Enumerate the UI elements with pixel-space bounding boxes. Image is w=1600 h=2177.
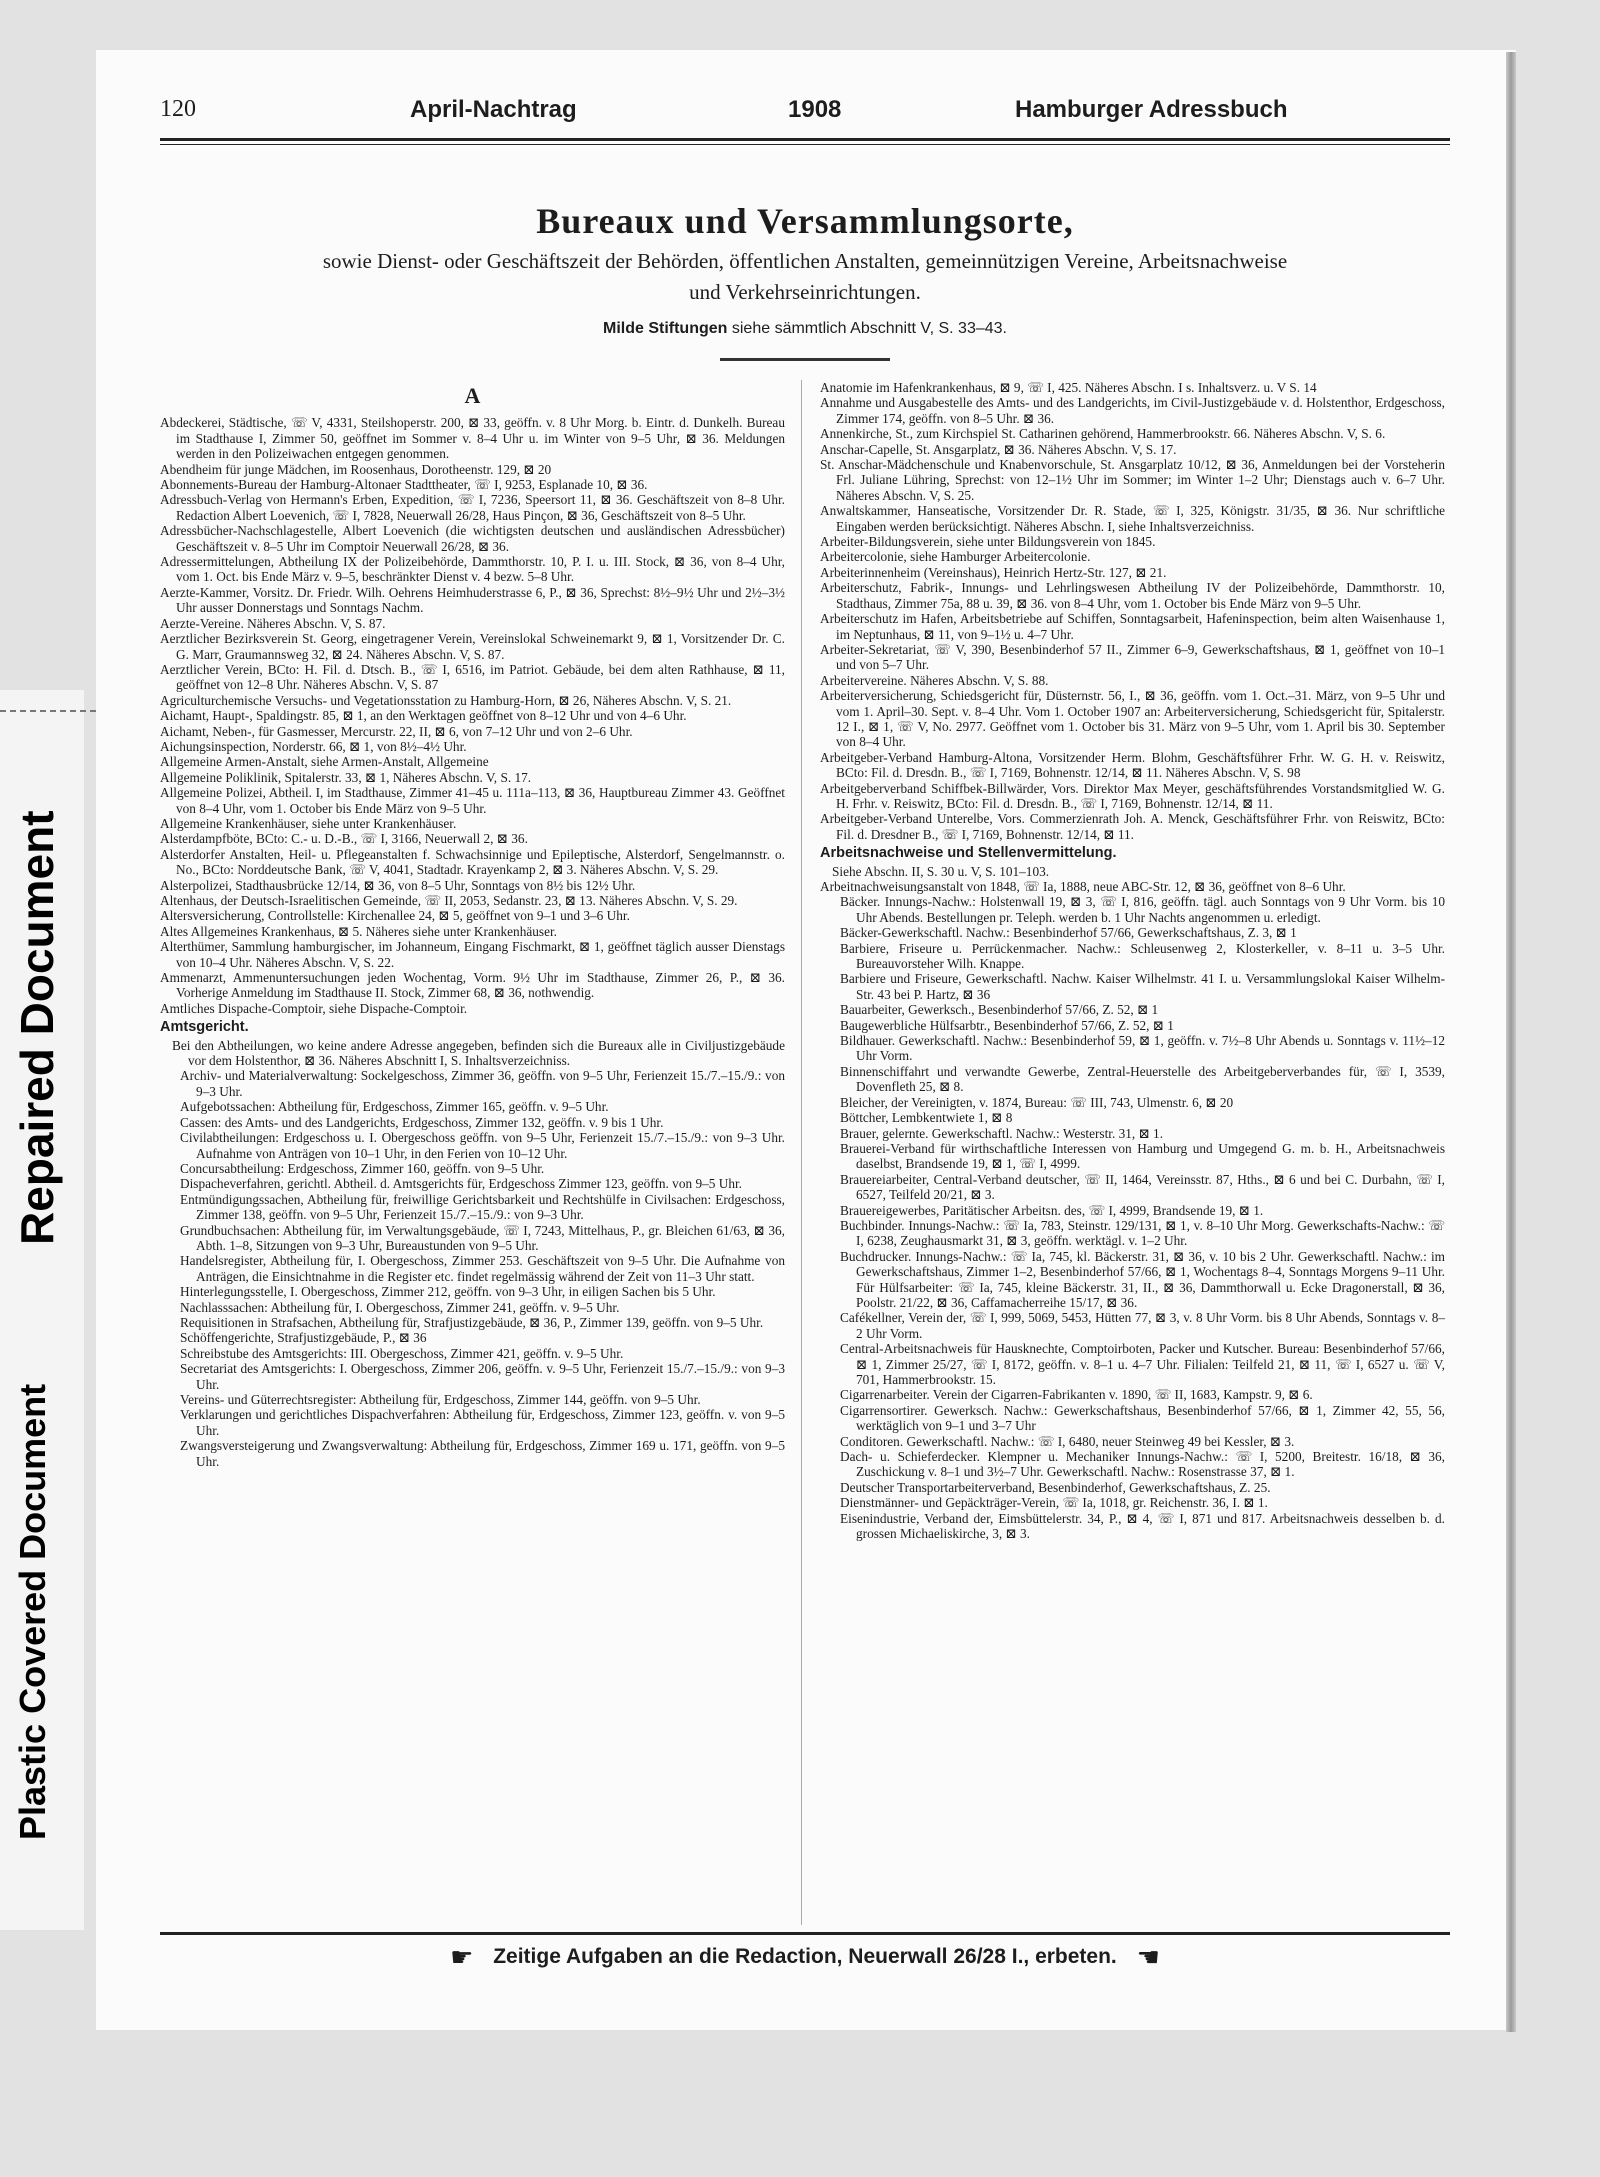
directory-entry: Abdeckerei, Städtische, ☏ V, 4331, Steilshoperstr. 200, ⊠ 33, geöffn. v. 8 Uhr Morg. b. Eintr. d. Dunkelh. Bureau im Stadthause I, Zimmer 50, geöffnet im Sommer v. 8–4 Uhr u. im Winter von 9–5 Uhr, ⊠ 36. Meldungen werden in den Polizeiwachen entgegen genommen. xyxy=(160,415,785,462)
amtsgericht-intro: Bei den Abtheilungen, wo keine andere Adresse angegeben, befinden sich die Bureaux alle in Civiljustizgebäude vor dem Holstenthor, ⊠ 36. Näheres Abschnitt I, S. Inhaltsverzeichniss. xyxy=(172,1037,785,1069)
arbeitsnachweis-entry: Brauer, gelernte. Gewerkschaftl. Nachw.: Westerstr. 31, ⊠ 1. xyxy=(840,1125,1164,1141)
directory-entry: Aerzte-Kammer, Vorsitz. Dr. Friedr. Wilh. Oehrens Heimhuderstrasse 6, P., ⊠ 36, Sprechst: 8½–9½ Uhr und 2½–3½ Uhr ausser Donnerstags und Sonntags Nachm. xyxy=(160,584,785,616)
amtsgericht-entry: Civilabtheilungen: Erdgeschoss u. I. Obergeschoss geöffn. von 9–5 Uhr, Ferienzeit 15./7.–15./9.: von 9–3 Uhr. Aufnahme von Anträgen von 10–1 Uhr, in den Ferien von 10–12 Uhr. xyxy=(180,1130,785,1161)
directory-entry: Alsterdampfböte, BCto: C.- u. D.-B., ☏ I, 3166, Neuerwall 2, ⊠ 36. xyxy=(160,831,528,847)
arbeitsnachweis-entry: Bleicher, der Vereinigten, v. 1874, Bureau: ☏ III, 743, Ulmenstr. 6, ⊠ 20 xyxy=(840,1094,1234,1110)
amtsgericht-entry: Verklarungen und gerichtliches Dispachverfahren: Abtheilung für, Erdgeschoss, Zimmer 123, geöffn. v. von 9–5 Uhr. xyxy=(180,1407,785,1438)
directory-entry: Arbeiter-Bildungsverein, siehe unter Bildungsverein von 1845. xyxy=(820,534,1156,550)
directory-entry: Alsterpolizei, Stadthausbrücke 12/14, ⊠ 36, von 8–5 Uhr, Sonntags von 8½ bis 12½ Uhr. xyxy=(160,877,636,893)
stiftungen-bold: Milde Stiftungen xyxy=(602,320,728,337)
directory-entry: Allgemeine Armen-Anstalt, siehe Armen-Anstalt, Allgemeine xyxy=(160,754,489,770)
stiftungen-note xyxy=(160,320,1450,338)
title-rule xyxy=(720,358,890,361)
pointing-hand-left-icon: ☛ xyxy=(450,1942,474,1972)
header-rule xyxy=(160,138,1450,145)
amtsgericht-entry: Nachlasssachen: Abtheilung für, I. Obergeschoss, Zimmer 241, geöffn. v. 9–5 Uhr. xyxy=(180,1299,620,1315)
directory-entry: Arbeitgeber-Verband Unterelbe, Vors. Commerzienrath Joh. A. Menck, Geschäftsführer Frhr. von Reiswitz, BCto: Fil. d. Dresdner B., ☏ I, 7169, Bohnenstr. 12/14, ⊠ 11. xyxy=(820,811,1445,842)
directory-entry: Arbeitgeberverband Schiffbek-Billwärder, Vors. Direktor Max Meyer, geschäftsführendes Vorstandsmitglied W. G. H. Frhr. v. Reiswitz, BCto: Fil. d. Dresdn. B., ☏ I, 7169, Bohnenstr. 12/14, ⊠ 11. xyxy=(820,780,1445,811)
arbeitsnachweise-lead: Arbeitnachweisungsanstalt von 1848, ☏ Ia, 1888, neue ABC-Str. 12, ⊠ 36, geöffnet von 8–6 Uhr. xyxy=(820,879,1346,894)
directory-entry: Ammenarzt, Ammenuntersuchungen jeden Wochentag, Vorm. 9½ Uhr im Stadthause, Zimmer 26, P., ⊠ 36. Vorherige Anmeldung im Stadthause II. Stock, Zimmer 68, ⊠ 36, nothwendig. xyxy=(160,970,785,1001)
amtsgericht-entry: Concursabtheilung: Erdgeschoss, Zimmer 160, geöffn. von 9–5 Uhr. xyxy=(180,1160,545,1176)
amtsgericht-entry: Zwangsversteigerung und Zwangsverwaltung: Abtheilung für, Erdgeschoss, Zimmer 169 u. 171, geöffn. von 9–5 Uhr. xyxy=(180,1438,785,1469)
amtsgericht-entry: Entmündigungssachen, Abtheilung für, freiwillige Gerichtsbarkeit und Rechtshülfe in Civilsachen: Erdgeschoss, Zimmer 138, geöffn. von 9–5 Uhr, Ferienzeit 15./7.–15./9.: von 9–3 Uhr. xyxy=(180,1191,785,1223)
directory-entry: Adressbücher-Nachschlagestelle, Albert Loevenich (die wichtigsten deutschen und ausländischen Adressbücher) Geschäftszeit v. 8–5 Uhr im Comptoir Neuerwall 26/28, ⊠ 36. xyxy=(160,523,785,554)
amtsgericht-entry: Archiv- und Materialverwaltung: Sockelgeschoss, Zimmer 36, geöffn. von 9–5 Uhr, Ferienzeit 15./7.–15./9.: von 9–3 Uhr. xyxy=(180,1068,785,1099)
arbeitsnachweis-entry: Bauarbeiter, Gewerksch., Besenbinderhof 57/66, Z. 52, ⊠ 1 xyxy=(840,1002,1159,1018)
amtsgericht-heading: Amtsgericht. xyxy=(160,1019,249,1036)
directory-entry: Allgemeine Polizei, Abtheil. I, im Stadthause, Zimmer 41–45 u. 111a–113, ⊠ 36, Hauptbureau Zimmer 43. Geöffnet von 8–4 Uhr, vom 1. October bis Ende März von 9–5 Uhr. xyxy=(160,785,785,816)
directory-entry: Allgemeine Krankenhäuser, siehe unter Krankenhäuser. xyxy=(160,815,457,831)
directory-entry: Arbeiterinnenheim (Vereinshaus), Heinrich Hertz-Str. 127, ⊠ 21. xyxy=(820,564,1167,580)
directory-entry: Altenhaus, der Deutsch-Israelitischen Gemeinde, ☏ II, 2053, Sedanstr. 23, ⊠ 13. Näheres Abschn. V, S. 29. xyxy=(160,893,738,908)
amtsgericht-entry: Hinterlegungsstelle, I. Obergeschoss, Zimmer 212, geöffn. von 9–3 Uhr, in eiligen Sachen bis 5 Uhr. xyxy=(180,1284,716,1300)
footer-rule xyxy=(160,1932,1450,1935)
arbeitsnachweis-entry: Bäcker. Innungs-Nachw.: Holstenwall 19, ⊠ 3, ☏ I, 816, geöffn. tägl. auch Sonntags von 9 Uhr Vorm. bis 10 Uhr Abends. Bestellungen pr. Teleph. werden b. 1 Uhr Nachts angenommen u. erledigt. xyxy=(840,894,1445,925)
directory-entry: Altes Allgemeines Krankenhaus, ⊠ 5. Näheres siehe unter Krankenhäuser. xyxy=(160,923,557,939)
right-entry-list xyxy=(820,380,1445,842)
directory-entry: St. Anschar-Mädchenschule und Knabenvorschule, St. Ansgarplatz 10/12, ⊠ 36, Anmeldungen bei der Vorsteherin Frl. Juliane Lühring, Sprechst: von 12–1½ Uhr im Sommer; im Winter 1–2 Uhr; Dienstags auch v. 6–7 Uhr. Näheres Abschn. V, S. 25. xyxy=(820,457,1445,503)
directory-entry: Abonnements-Bureau der Hamburg-Altonaer Stadttheater, ☏ I, 9253, Esplanade 10, ⊠ 36. xyxy=(160,477,648,493)
column-divider xyxy=(801,380,802,1925)
directory-entry: Arbeiter-Sekretariat, ☏ V, 390, Besenbinderhof 57 II., Zimmer 6–9, Gewerkschaftshaus, ⊠ 1, geöffnet von 10–1 und von 5–7 Uhr. xyxy=(820,641,1445,673)
directory-entry: Anschar-Capelle, St. Ansgarplatz, ⊠ 36. Näheres Abschn. V, S. 17. xyxy=(820,441,1177,457)
arbeitsnachweis-entry: Brauereigewerbes, Paritätischer Arbeitsn. des, ☏ I, 4999, Brandsende 19, ⊠ 1. xyxy=(840,1202,1264,1218)
page-title: Bureaux und Versammlungsorte, xyxy=(536,201,1074,241)
running-header xyxy=(160,96,1450,128)
directory-entry: Arbeiterschutz im Hafen, Arbeitsbetriebe auf Schiffen, Sonntagsarbeit, Hafeninspection, beim alten Waisenhause 1, im Neptunhaus, ⊠ 11, von 9–1½ u. 4–7 Uhr. xyxy=(820,611,1445,642)
amtsgericht-entry: Dispacheverfahren, gerichtl. Abtheil. d. Amtsgerichts für, Erdgeschoss Zimmer 123, geöffn. von 9–5 Uhr. xyxy=(180,1176,742,1192)
directory-entry: Arbeiterversicherung, Schiedsgericht für, Düsternstr. 56, I., ⊠ 36, geöffn. vom 1. Oct.–31. März, von 9–5 Uhr und vom 1. April–30. Sept. v. 8–4 Uhr. Vom 1. October 1907 an: Arbeiterversicherung, Schiedsgericht für, Spitalerstr. 12 I., ⊠ 1, ☏ V, No. 2977. Geöffnet vom 1. October bis 31. März von 9–5 Uhr, vom 1. April bis 30. September von 8–4 Uhr. xyxy=(820,688,1445,750)
subtitle-line-2: und Verkehrseinrichtungen. xyxy=(689,280,921,304)
amtsgericht-entry: Vereins- und Güterrechtsregister: Abtheilung für, Erdgeschoss, Zimmer 144, geöffn. von 9–5 Uhr. xyxy=(180,1392,701,1407)
subtitle-line-1: sowie Dienst- oder Geschäftszeit der Behörden, öffentlichen Anstalten, gemeinnützigen Vereine, Arbeitsnachweise xyxy=(322,249,1288,273)
arbeitsnachweis-entry: Brauerei-Verband für wirthschaftliche Interessen von Hamburg und Umgegend G. m. b. H., Arbeitsnachweis daselbst, Brandsende 19, ⊠ 1, ☏ I, 4999. xyxy=(840,1140,1445,1172)
arbeitsnachweis-entry: Barbiere und Friseure, Gewerkschaftl. Nachw. Kaiser Wilhelmstr. 41 I. u. Versammlungslokal Kaiser Wilhelm-Str. 43 bei P. Hartz, ⊠ 36 xyxy=(840,971,1445,1002)
amtsgericht-entry: Schöffengerichte, Strafjustizgebäude, P., ⊠ 36 xyxy=(180,1330,427,1346)
amtsgericht-entry: Grundbuchsachen: Abtheilung für, im Verwaltungsgebäude, ☏ I, 7243, Mittelhaus, P., gr. Bleichen 61/63, ⊠ 36, Abth. 1–8, Sitzungen von 9–3 Uhr, Bureaustunden von 9–5 Uhr. xyxy=(180,1222,785,1253)
directory-entry: Arbeitervereine. Näheres Abschn. V, S. 88. xyxy=(820,672,1049,688)
right-column xyxy=(820,380,1445,1541)
header-month: April-Nachtrag xyxy=(410,96,577,123)
directory-entry: Arbeitercolonie, siehe Hamburger Arbeitercolonie. xyxy=(820,549,1091,565)
directory-entry: Amtliches Dispache-Comptoir, siehe Dispache-Comptoir. xyxy=(160,1000,468,1016)
stiftungen-rest: siehe sämmtlich Abschnitt V, S. 33–43. xyxy=(731,320,1007,337)
plastic-covered-document-stamp: Plastic Covered Document xyxy=(12,1383,53,1840)
directory-entry: Anatomie im Hafenkrankenhaus, ⊠ 9, ☏ I, 425. Näheres Abschn. I s. Inhaltsverz. u. V S. 14 xyxy=(820,380,1317,395)
arbeitsnachweis-entry: Cafékellner, Verein der, ☏ I, 999, 5069, 5453, Hütten 77, ⊠ 3, v. 8 Uhr Vorm. bis 8 Uhr Abends, Sonntags v. 8–2 Uhr Vorm. xyxy=(840,1310,1445,1341)
amtsgericht-entry: Cassen: des Amts- und des Landgerichts, Erdgeschoss, Zimmer 132, geöffn. v. 9 bis 1 Uhr. xyxy=(180,1114,664,1130)
directory-entry: Altersversicherung, Controllstelle: Kirchenallee 24, ⊠ 5, geöffnet von 9–1 und 3–6 Uhr. xyxy=(160,908,630,924)
directory-entry: Arbeitgeber-Verband Hamburg-Altona, Vorsitzender Herm. Blohm, Geschäftsführer Frhr. W. G. H. v. Reiswitz, BCto: Fil. d. Dresdn. B., ☏ I, 7169, Bohnenstr. 12/14, ⊠ 11. Näheres Abschn. V, S. 98 xyxy=(820,749,1445,781)
directory-entry: Adressermittelungen, Abtheilung IX der Polizeibehörde, Dammthorstr. 10, P. I. u. III. Stock, ⊠ 36, von 8–4 Uhr, vom 1. Oct. bis Ende März v. 9–5, beschränkter Dienst v. 4 bezw. 5–8 Uhr. xyxy=(160,554,785,585)
arbeitsnachweis-entry: Baugewerbliche Hülfsarbtr., Besenbinderhof 57/66, Z. 52, ⊠ 1 xyxy=(840,1017,1174,1033)
header-book-title: Hamburger Adressbuch xyxy=(1015,96,1288,123)
page-number: 120 xyxy=(160,96,196,122)
footer-note xyxy=(160,1942,1450,1973)
header-year: 1908 xyxy=(788,96,842,123)
directory-entry: Aichungsinspection, Norderstr. 66, ⊠ 1, von 8½–4½ Uhr. xyxy=(160,738,467,754)
arbeitsnachweis-entry: Dach- u. Schieferdecker. Klempner u. Mechaniker Innungs-Nachw.: ☏ I, 5200, Breitestr. 16/18, ⊠ 36, Zuschickung v. 8–1 und 3½–7 Uhr. Gewerkschaftl. Nachw.: Rosenstrasse 37, ⊠ 1. xyxy=(840,1449,1445,1480)
arbeitsnachweis-entry: Böttcher, Lembkentwiete 1, ⊠ 8 xyxy=(840,1110,1013,1126)
amtsgericht-entry-list xyxy=(160,1068,785,1469)
arbeitsnachweis-entry: Barbiere, Friseure u. Perrückenmacher. Nachw.: Schleusenweg 2, Klosterkeller, v. 8–11 u. 3–5 Uhr. Bureauvorsteher Wilh. Knappe. xyxy=(840,940,1445,972)
arbeitsnachweis-entry: Central-Arbeitsnachweis für Hausknechte, Comptoirboten, Packer und Kutscher. Bureau: Besenbinderhof 57/66, ⊠ 1, Zimmer 25/27, ☏ I, 8172, geöffn. v. 8–1 u. 4–7 Uhr. Filialen: Teilfeld 21, ⊠ 11, ☏ I, 6527 u. ☏ V, 701, Hammerbrookstr. 15. xyxy=(840,1341,1445,1387)
left-column xyxy=(160,380,785,1469)
arbeitsnachweis-entry: Bäcker-Gewerkschaftl. Nachw.: Besenbinderhof 57/66, Gewerkschaftshaus, Z. 3, ⊠ 1 xyxy=(840,925,1297,941)
directory-entry: Aichamt, Haupt-, Spaldingstr. 85, ⊠ 1, an den Werktagen geöffnet von 8–12 Uhr und von 4–6 Uhr. xyxy=(160,708,687,724)
left-entry-list xyxy=(160,415,785,1016)
amtsgericht-entry: Handelsregister, Abtheilung für, I. Obergeschoss, Zimmer 253. Geschäftszeit von 9–5 Uhr. Die Aufnahme von Anträgen, die Einsichtnahme in die Register etc. findet regelmässig während der Zeit von 11–3 Uhr statt. xyxy=(180,1253,785,1284)
directory-entry: Anwaltskammer, Hanseatische, Vorsitzender Dr. R. Stade, ☏ I, 325, Königstr. 31/35, ⊠ 36. Nur schriftliche Eingaben werden berücksichtigt. Näheres Abschn. I, siehe Inhaltsverzeichniss. xyxy=(820,503,1445,534)
arbeitsnachweis-entry: Cigarrenarbeiter. Verein der Cigarren-Fabrikanten v. 1890, ☏ II, 1683, Kampstr. 9, ⊠ 6. xyxy=(840,1387,1313,1403)
amtsgericht-entry: Aufgebotssachen: Abtheilung für, Erdgeschoss, Zimmer 165, geöffn. v. 9–5 Uhr. xyxy=(180,1099,609,1115)
binding-edge xyxy=(1506,52,1516,2032)
arbeitsnachweis-entry: Deutscher Transportarbeiterverband, Besenbinderhof, Gewerkschaftshaus, Z. 25. xyxy=(840,1479,1271,1495)
section-letter: A xyxy=(464,383,481,408)
amtsgericht-entry: Schreibstube des Amtsgerichts: III. Obergeschoss, Zimmer 421, geöffn. v. 9–5 Uhr. xyxy=(180,1345,624,1361)
directory-entry: Allgemeine Poliklinik, Spitalerstr. 33, ⊠ 1, Näheres Abschn. V, S. 17. xyxy=(160,769,532,785)
directory-entry: Alsterdorfer Anstalten, Heil- u. Pflegeanstalten f. Schwachsinnige und Epileptische, Alsterdorf, Sengelmannstr. o. No., BCto: Norddeutsche Bank, ☏ V, 4041, Stadtadr. Krayenkamp 2, ⊠ 3. Näheres Abschn. V, S. 29. xyxy=(160,846,785,878)
directory-entry: Alterthümer, Sammlung hamburgischer, im Johanneum, Eingang Fischmarkt, ⊠ 1, geöffnet täglich ausser Dienstags von 10–4 Uhr. Näheres Abschn. V, S. 22. xyxy=(160,939,785,970)
arbeitsnachweis-entry: Buchdrucker. Innungs-Nachw.: ☏ Ia, 745, kl. Bäckerstr. 31, ⊠ 36, v. 10 bis 2 Uhr. Gewerkschaftl. Nachw.: im Gewerkschaftshaus, Zimmer 1–2, Besenbinderhof 57/66, ⊠ 1, Wochentags 8–4, Sonntags Morgens 9–11 Uhr. Für Hülfsarbeiter: ☏ Ia, 745, kleine Bäckerstr. 31, II., ⊠ 36, Dammthorwall u. Ecke Dragonerstall, ⊠ 36, Poolstr. 21/22, ⊠ 36, Caffamacherreihe 15/17, ⊠ 36. xyxy=(840,1248,1445,1310)
directory-entry: Arbeiterschutz, Fabrik-, Innungs- und Lehrlingswesen Abtheilung IV der Polizeibehörde, Dammthorstr. 10, Stadthaus, Zimmer 75a, 88 u. 39, ⊠ 36. von 8–4 Uhr, vom 1. October bis Ende März von 9–5 Uhr. xyxy=(820,580,1445,611)
arbeitsnachweise-heading: Arbeitsnachweise und Stellenvermittelung. xyxy=(820,845,1117,862)
directory-entry: Agriculturchemische Versuchs- und Vegetationsstation zu Hamburg-Horn, ⊠ 26, Näheres Abschn. V, S. 21. xyxy=(160,692,732,708)
arbeitsnachweis-entry: Brauereiarbeiter, Central-Verband deutscher, ☏ II, 1464, Vereinsstr. 87, Hths., ⊠ 6 und bei C. Durbahn, ☏ I, 6527, Teilfeld 20/21, ⊠ 3. xyxy=(840,1171,1445,1203)
page-subtitle xyxy=(160,246,1450,308)
arbeitsnachweis-entry: Binnenschiffahrt und verwandte Gewerbe, Zentral-Heuerstelle des Arbeitgeberverbandes für, ☏ I, 3539, Dovenfleth 25, ⊠ 8. xyxy=(840,1063,1445,1095)
directory-entry: Aerztlicher Verein, BCto: H. Fil. d. Dtsch. B., ☏ I, 6516, im Patriot. Gebäude, bei dem alten Rathhause, ⊠ 11, geöffnet von 12–8 Uhr. Näheres Abschn. V, S. 87 xyxy=(160,661,785,693)
directory-entry: Adressbuch-Verlag von Hermann's Erben, Expedition, ☏ I, 7236, Speersort 11, ⊠ 36. Geschäftszeit von 8–8 Uhr. Redaction Albert Loevenich, ☏ I, 7828, Neuerwall 26/28, Haus Pinçon, ⊠ 36, Geschäftszeit von 8–5 Uhr. xyxy=(160,492,785,523)
arbeitsnachweise-intro: Siehe Abschn. II, S. 30 u. V, S. 101–103. xyxy=(832,863,1050,879)
dashed-margin-line xyxy=(0,710,96,712)
arbeitsnachweis-entry: Conditoren. Gewerkschaftl. Nachw.: ☏ I, 6480, neuer Steinweg 49 bei Kessler, ⊠ 3. xyxy=(840,1433,1295,1449)
amtsgericht-entry: Requisitionen in Strafsachen, Abtheilung für, Strafjustizgebäude, ⊠ 36, P., Zimmer 139, geöffn. von 9–5 Uhr. xyxy=(180,1314,764,1330)
footer-text: Zeitige Aufgaben an die Redaction, Neuerwall 26/28 I., erbeten. xyxy=(493,1945,1117,1969)
arbeitsnachweis-entry: Dienstmänner- und Gepäckträger-Verein, ☏ Ia, 1018, gr. Reichenstr. 36, I. ⊠ 1. xyxy=(840,1495,1268,1511)
directory-entry: Abendheim für junge Mädchen, im Roosenhaus, Dorotheenstr. 129, ⊠ 20 xyxy=(160,461,552,477)
pointing-hand-right-icon: ☚ xyxy=(1136,1942,1160,1972)
amtsgericht-entry: Secretariat des Amtsgerichts: I. Obergeschoss, Zimmer 206, geöffn. v. 9–5 Uhr, Ferienzeit 15./7.–15./9.: von 9–3 Uhr. xyxy=(180,1361,785,1392)
arbeitsnachweis-entry: Eisenindustrie, Verband der, Eimsbüttelerstr. 34, P., ⊠ 4, ☏ I, 871 und 817. Arbeitsnachweis desselben b. d. grossen Michaeliskirche, 3, ⊠ 3. xyxy=(840,1510,1445,1542)
directory-entry: Annahme und Ausgabestelle des Amts- und des Landgerichts, im Civil-Justizgebäude v. d. Holstenthor, Erdgeschoss, Zimmer 174, geöffn. von 8–5 Uhr. ⊠ 36. xyxy=(820,395,1445,426)
directory-entry: Aerztlicher Bezirksverein St. Georg, eingetragener Verein, Vereinslokal Schweinemarkt 9, ⊠ 1, Vorsitzender Dr. C. G. Marr, Graumannsweg 32, ⊠ 24. Näheres Abschn. V, S. 87. xyxy=(160,631,785,662)
directory-entry: Annenkirche, St., zum Kirchspiel St. Catharinen gehörend, Hammerbrookstr. 66. Näheres Abschn. V, S. 6. xyxy=(820,426,1386,442)
arbeitsnachweis-entry: Buchbinder. Innungs-Nachw.: ☏ Ia, 783, Steinstr. 129/131, ⊠ 1, v. 8–10 Uhr Morg. Gewerkschafts-Nachw.: ☏ I, 6238, Zeughausmarkt 31, ⊠ 3, geöffn. werktägl. v. 1–2 Uhr. xyxy=(840,1217,1445,1249)
directory-entry: Aerzte-Vereine. Näheres Abschn. V, S. 87. xyxy=(160,615,386,631)
document-page xyxy=(160,80,1450,1980)
arbeitsnachweis-entry: Cigarrensortirer. Gewerksch. Nachw.: Gewerkschaftshaus, Besenbinderhof 57/66, ⊠ 1, Zimmer 42, 55, 56, werktäglich von 9–1 und 3–7 Uhr xyxy=(840,1402,1445,1434)
arbeitsnachweise-entry-list xyxy=(820,894,1445,1541)
repaired-document-stamp: Repaired Document xyxy=(11,810,63,1245)
directory-entry: Aichamt, Neben-, für Gasmesser, Mercurstr. 22, II, ⊠ 6, von 7–12 Uhr und von 2–6 Uhr. xyxy=(160,723,633,739)
arbeitsnachweis-entry: Bildhauer. Gewerkschaftl. Nachw.: Besenbinderhof 59, ⊠ 1, geöffn. v. 7½–8 Uhr Abends u. Sonntags v. 11½–12 Uhr Vorm. xyxy=(840,1033,1445,1064)
